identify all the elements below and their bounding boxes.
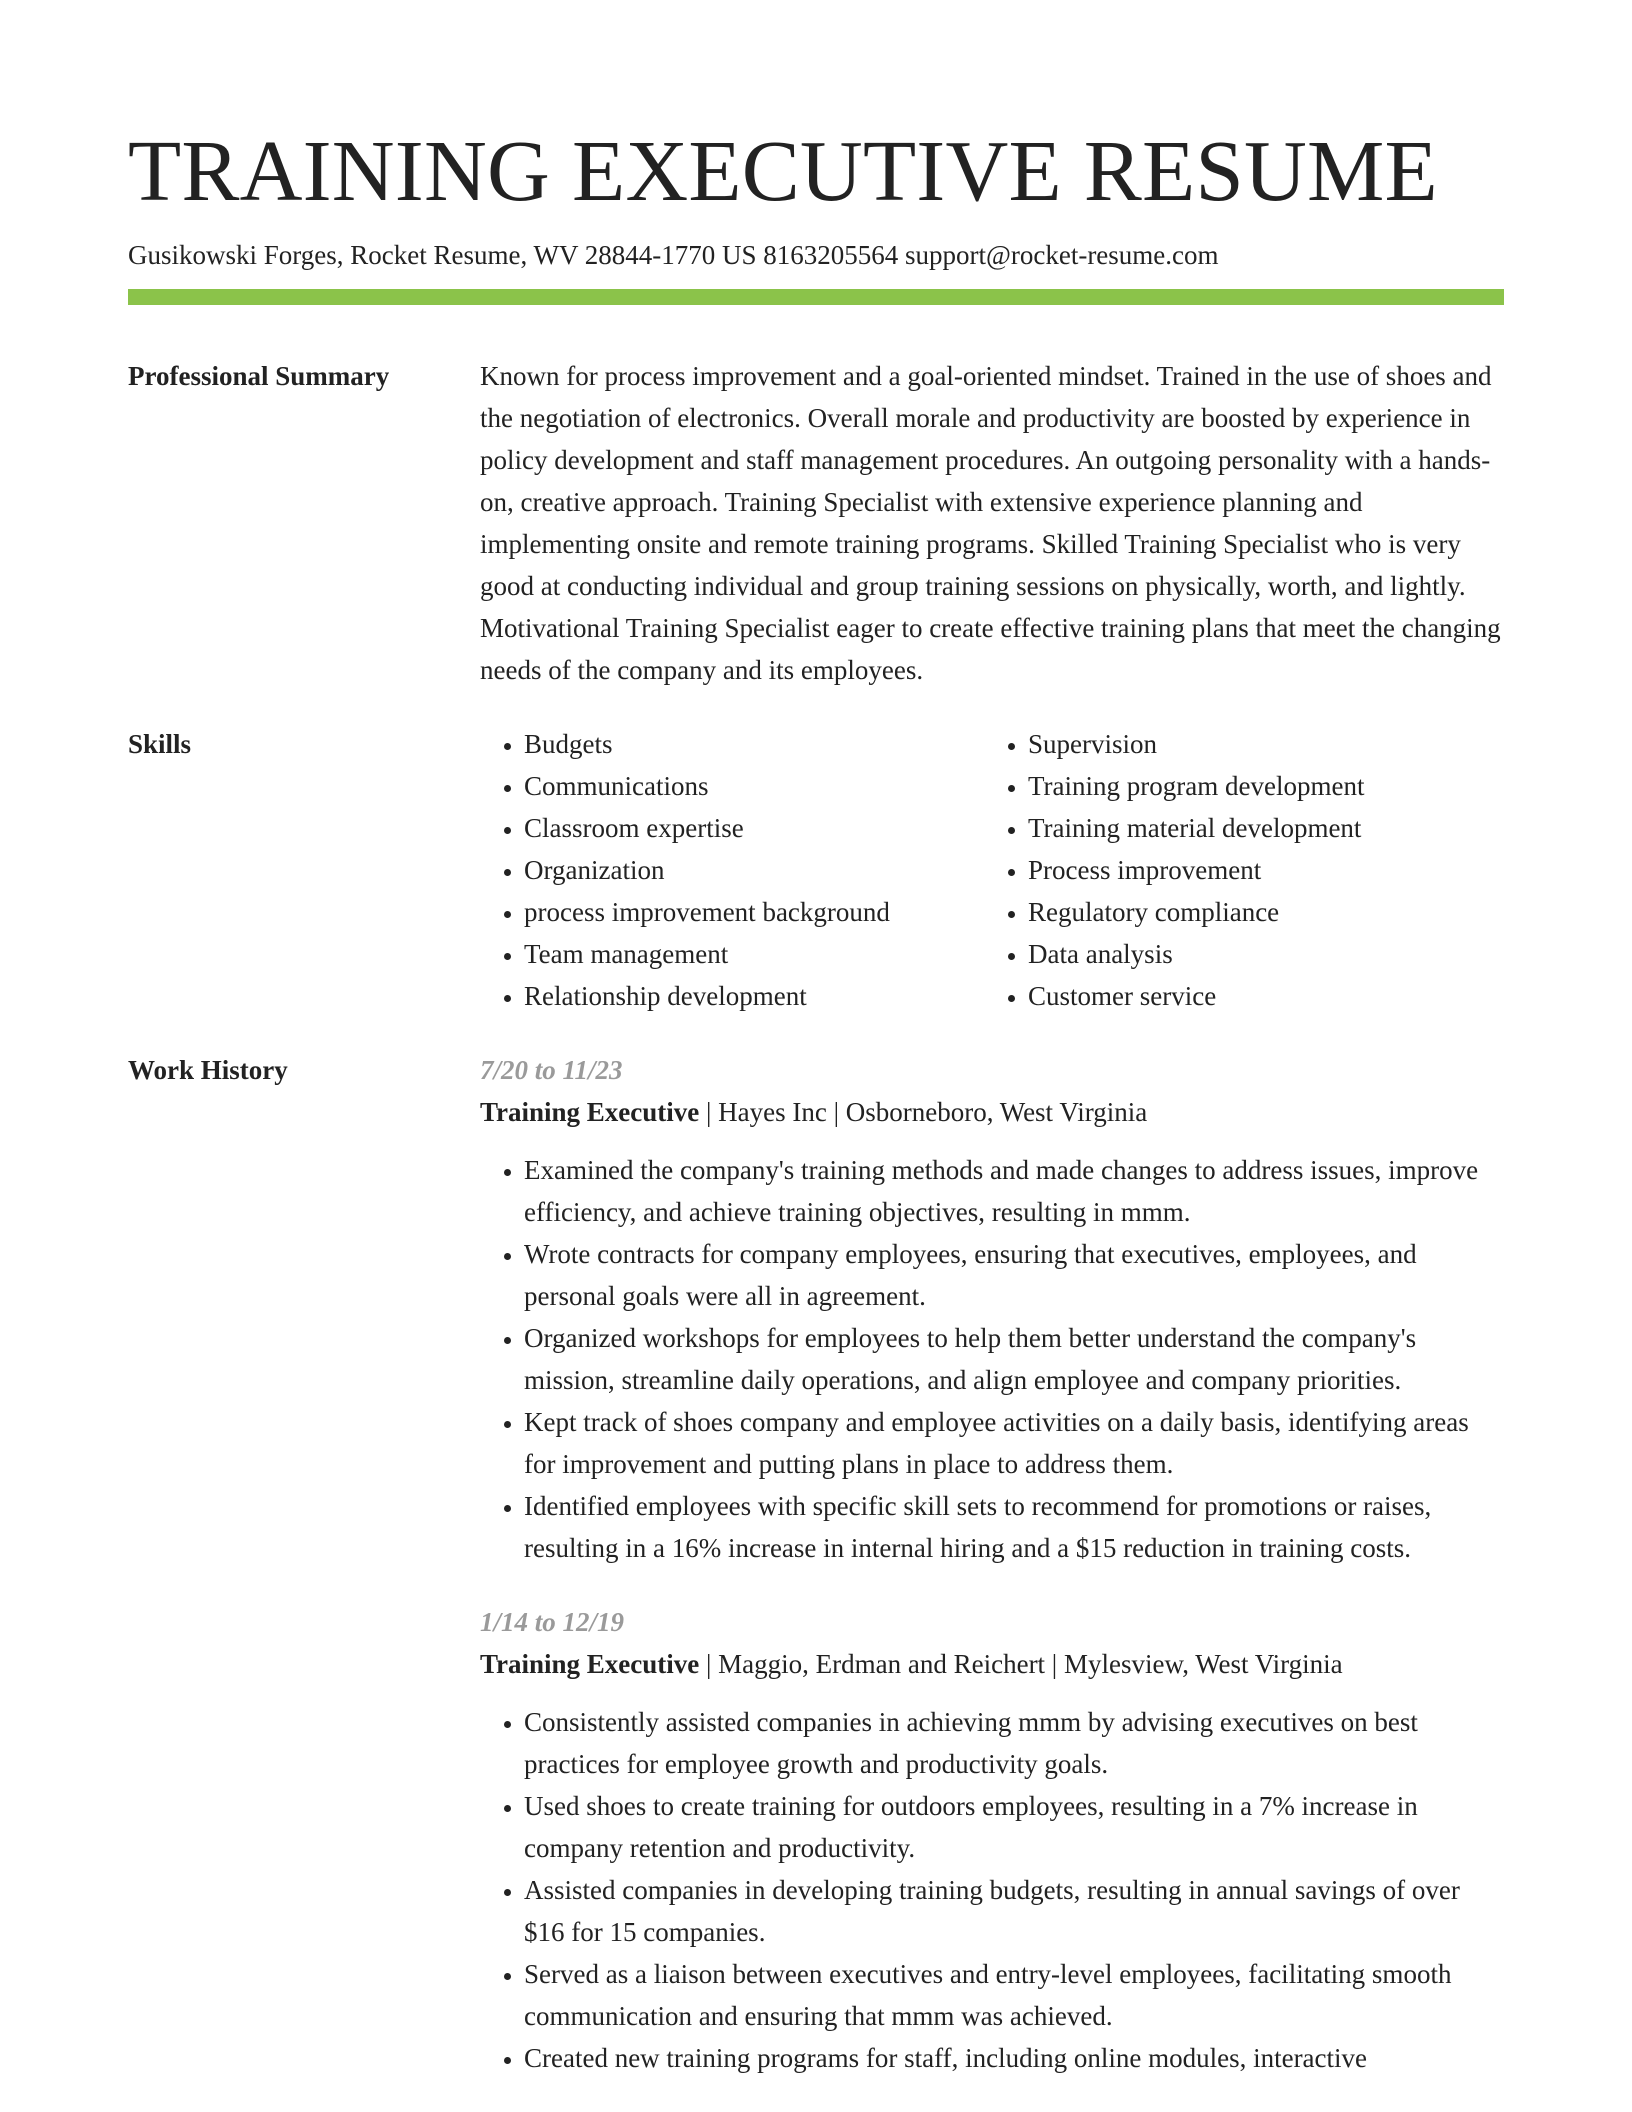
job-details: | Maggio, Erdman and Reichert | Mylesview, West Virginia: [699, 1649, 1343, 1679]
job-bullet: • Organized workshops for employees to help them better understand the company's mission, streamline daily operations, and align employee and company priorities.: [524, 1317, 1504, 1401]
skill-item: • Budgets: [524, 723, 984, 765]
skills-column-left: [480, 723, 984, 1017]
resume-page: [128, 0, 1504, 2079]
section-label-work-history: Work History: [128, 1055, 288, 1085]
work-history-section: [128, 1049, 1504, 2079]
summary-text: Known for process improvement and a goal-oriented mindset. Trained in the use of shoes and the negotiation of electronics. Overall morale and productivity are boosted by experience in policy development and staff management procedures. An outgoing personality with a hands-on, creative approach. Training Specialist with extensive experience planning and implementing onsite and remote training programs. Skilled Training Specialist who is very good at conducting individual and group training sessions on physically, worth, and lightly. Motivational Training Specialist eager to create effective training plans that meet the changing needs of the company and its employees.: [480, 361, 1501, 685]
skills-section: [128, 723, 1504, 1017]
job-bullet: • Assisted companies in developing training budgets, resulting in annual savings of over $16 for 15 companies.: [524, 1869, 1504, 1953]
skill-item: • Training program development: [1028, 765, 1488, 807]
section-label-summary: Professional Summary: [128, 361, 390, 391]
job-bullet: • Wrote contracts for company employees, ensuring that executives, employees, and personal goals were all in agreement.: [524, 1233, 1504, 1317]
job-entry: [480, 1601, 1504, 2079]
job-title: Training Executive: [480, 1097, 700, 1127]
job-bullet: • Used shoes to create training for outdoors employees, resulting in a 7% increase in company retention and productivity.: [524, 1785, 1504, 1869]
skill-item: • Data analysis: [1028, 933, 1488, 975]
job-bullet: • Examined the company's training methods and made changes to address issues, improve efficiency, and achieve training objectives, resulting in mmm.: [524, 1149, 1504, 1233]
skill-item: • Supervision: [1028, 723, 1488, 765]
skill-item: • Organization: [524, 849, 984, 891]
job-bullet: • Consistently assisted companies in achieving mmm by advising executives on best practices for employee growth and productivity goals.: [524, 1701, 1504, 1785]
resume-title: TRAINING EXECUTIVE RESUME: [128, 122, 1438, 219]
skills-column-right: [984, 723, 1488, 1017]
job-bullet: • Served as a liaison between executives and entry-level employees, facilitating smooth communication and ensuring that mmm was achieved.: [524, 1953, 1504, 2037]
skill-item: • Communications: [524, 765, 984, 807]
skill-item: • Process improvement: [1028, 849, 1488, 891]
work-history-list: [480, 1049, 1504, 2079]
summary-section: [128, 355, 1504, 691]
skill-item: • Relationship development: [524, 975, 984, 1017]
job-title: Training Executive: [480, 1649, 700, 1679]
job-bullets: [480, 1149, 1504, 1569]
skill-item: • Customer service: [1028, 975, 1488, 1017]
job-heading: [480, 1091, 1504, 1133]
section-label-skills: Skills: [128, 729, 192, 759]
job-heading: [480, 1643, 1504, 1685]
job-details: | Hayes Inc | Osborneboro, West Virginia: [699, 1097, 1148, 1127]
skill-item: • process improvement background: [524, 891, 984, 933]
skill-item: • Regulatory compliance: [1028, 891, 1488, 933]
job-bullet: • Kept track of shoes company and employee activities on a daily basis, identifying areas for improvement and putting plans in place to address them.: [524, 1401, 1504, 1485]
job-bullets: [480, 1701, 1504, 2079]
skills-list: [480, 723, 1504, 1017]
job-entry: [480, 1049, 1504, 1569]
skill-item: • Team management: [524, 933, 984, 975]
job-dates: 1/14 to 12/19: [480, 1607, 625, 1637]
job-dates: 7/20 to 11/23: [480, 1055, 623, 1085]
job-bullet: • Created new training programs for staff, including online modules, interactive: [524, 2037, 1504, 2079]
skill-item: • Training material development: [1028, 807, 1488, 849]
contact-line: Gusikowski Forges, Rocket Resume, WV 28844-1770 US 8163205564 support@rocket-resume.com: [128, 240, 1219, 270]
job-bullet: • Identified employees with specific skill sets to recommend for promotions or raises, resulting in a 16% increase in internal hiring and a $15 reduction in training costs.: [524, 1485, 1504, 1569]
skill-item: • Classroom expertise: [524, 807, 984, 849]
accent-divider: [128, 289, 1504, 305]
